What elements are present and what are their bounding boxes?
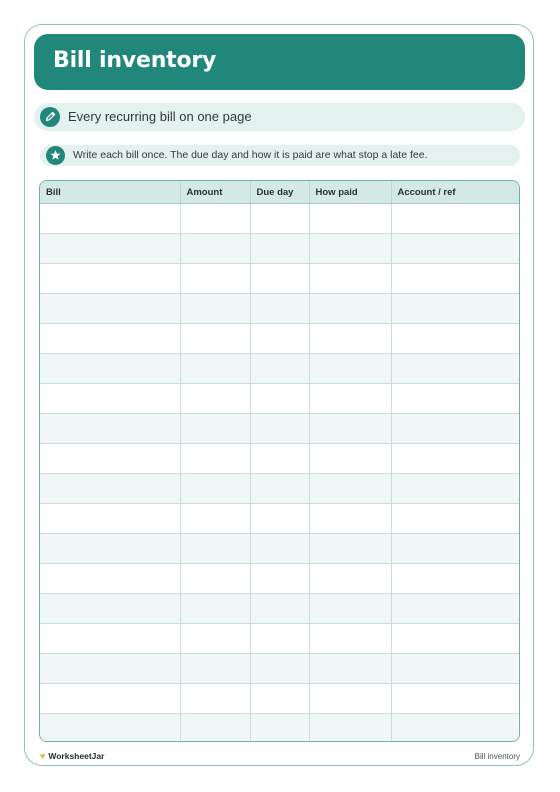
table-row <box>40 414 519 444</box>
table-row <box>40 534 519 564</box>
table-cell <box>309 444 391 474</box>
star-icon <box>46 146 65 165</box>
table-cell <box>391 594 519 624</box>
table-cell <box>250 264 309 294</box>
table-cell <box>391 714 519 743</box>
tip-text: Write each bill once. The due day and how it is paid are what stop a late fee. <box>73 149 428 161</box>
table-cell <box>40 714 180 743</box>
table-cell <box>180 474 250 504</box>
table-cell <box>40 264 180 294</box>
table-cell <box>40 474 180 504</box>
table-cell <box>180 414 250 444</box>
table-cell <box>180 714 250 743</box>
bill-table <box>39 180 520 742</box>
table-row <box>40 624 519 654</box>
table-cell <box>391 654 519 684</box>
brand-name: WorksheetJar <box>48 751 105 761</box>
table-cell <box>391 324 519 354</box>
table-cell <box>250 624 309 654</box>
table-cell <box>391 414 519 444</box>
table-cell <box>309 414 391 444</box>
heart-icon: ♥ <box>40 751 46 761</box>
table-row <box>40 474 519 504</box>
table-cell <box>391 624 519 654</box>
table-cell <box>309 504 391 534</box>
table-cell <box>391 564 519 594</box>
table-cell <box>309 354 391 384</box>
table-cell <box>250 654 309 684</box>
table-cell <box>391 444 519 474</box>
table-cell <box>250 324 309 354</box>
pencil-icon <box>40 107 60 127</box>
table-cell <box>40 534 180 564</box>
table-header-row <box>40 181 519 204</box>
table-cell <box>180 534 250 564</box>
tip-bar <box>40 145 520 166</box>
table-row <box>40 204 519 234</box>
table-cell <box>250 384 309 414</box>
table-row <box>40 714 519 743</box>
table-cell <box>250 444 309 474</box>
table-cell <box>180 264 250 294</box>
table-cell <box>391 504 519 534</box>
table-row <box>40 234 519 264</box>
table-cell <box>180 504 250 534</box>
table-cell <box>250 354 309 384</box>
table-cell <box>250 504 309 534</box>
table-cell <box>250 684 309 714</box>
table-cell <box>40 414 180 444</box>
table-cell <box>391 684 519 714</box>
column-header-amount: Amount <box>180 181 250 204</box>
table-cell <box>180 294 250 324</box>
table-row <box>40 294 519 324</box>
table-cell <box>40 234 180 264</box>
table-cell <box>180 654 250 684</box>
table-cell <box>309 384 391 414</box>
table-cell <box>180 234 250 264</box>
table-row <box>40 264 519 294</box>
table-cell <box>309 564 391 594</box>
table-cell <box>309 204 391 234</box>
table-cell <box>250 474 309 504</box>
table-cell <box>309 684 391 714</box>
table-cell <box>391 294 519 324</box>
table-cell <box>250 534 309 564</box>
table-cell <box>40 384 180 414</box>
table-cell <box>40 624 180 654</box>
table-cell <box>250 564 309 594</box>
table-cell <box>40 504 180 534</box>
table-row <box>40 654 519 684</box>
subtitle-bar <box>34 103 525 131</box>
table-cell <box>40 654 180 684</box>
table-row <box>40 384 519 414</box>
table-row <box>40 594 519 624</box>
table-cell <box>250 204 309 234</box>
table-cell <box>309 264 391 294</box>
table-cell <box>180 624 250 654</box>
table-cell <box>309 714 391 743</box>
table-cell <box>309 534 391 564</box>
page-title: Bill inventory <box>53 48 217 73</box>
footer-page-label: Bill inventory <box>474 752 520 761</box>
table-cell <box>40 564 180 594</box>
column-header-how-paid: How paid <box>309 181 391 204</box>
table-cell <box>391 204 519 234</box>
table-cell <box>250 714 309 743</box>
column-header-account-ref: Account / ref <box>391 181 519 204</box>
table-cell <box>250 594 309 624</box>
table-row <box>40 684 519 714</box>
table-cell <box>391 384 519 414</box>
table-cell <box>309 654 391 684</box>
table-cell <box>309 594 391 624</box>
table-cell <box>40 354 180 384</box>
table-cell <box>40 294 180 324</box>
table-cell <box>180 324 250 354</box>
table-cell <box>180 684 250 714</box>
table-cell <box>250 414 309 444</box>
table-cell <box>180 354 250 384</box>
table-cell <box>391 474 519 504</box>
table-cell <box>391 534 519 564</box>
table-row <box>40 444 519 474</box>
table-cell <box>309 234 391 264</box>
footer-brand <box>40 751 104 761</box>
table-cell <box>391 264 519 294</box>
subtitle-text: Every recurring bill on one page <box>68 109 252 124</box>
table-cell <box>40 204 180 234</box>
table-row <box>40 504 519 534</box>
table-cell <box>180 204 250 234</box>
table-cell <box>309 624 391 654</box>
column-header-bill: Bill <box>40 181 180 204</box>
table-cell <box>391 234 519 264</box>
table-cell <box>180 444 250 474</box>
table-cell <box>40 444 180 474</box>
table-cell <box>250 234 309 264</box>
table-cell <box>309 294 391 324</box>
table-row <box>40 564 519 594</box>
table-cell <box>40 684 180 714</box>
table-cell <box>250 294 309 324</box>
table-cell <box>180 594 250 624</box>
table-cell <box>391 354 519 384</box>
title-banner <box>34 34 525 90</box>
table-cell <box>180 564 250 594</box>
table-cell <box>40 594 180 624</box>
table-cell <box>40 324 180 354</box>
table-row <box>40 354 519 384</box>
table-cell <box>309 474 391 504</box>
table-cell <box>180 384 250 414</box>
column-header-due-day: Due day <box>250 181 309 204</box>
table-row <box>40 324 519 354</box>
table-cell <box>309 324 391 354</box>
